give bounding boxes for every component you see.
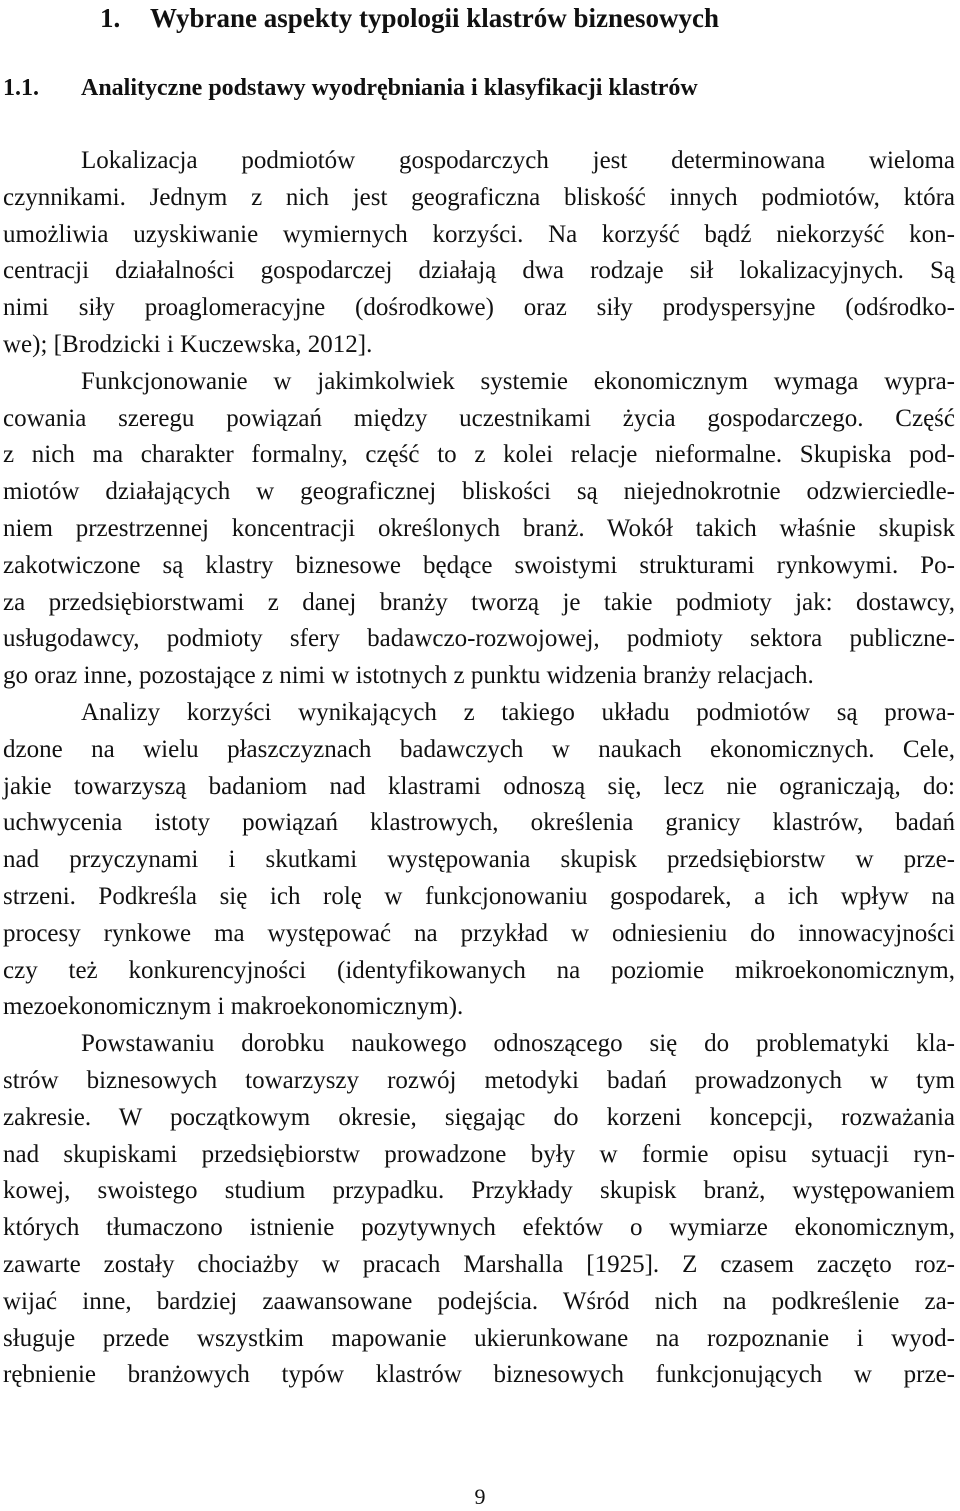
text-line: Funkcjonowanie w jakimkolwiek systemie ekonomicznym wymaga wypra-	[81, 367, 955, 395]
section-number: 1.1.	[3, 75, 39, 101]
chapter-number: 1.	[100, 3, 121, 33]
text-line: nad skupiskami przedsiębiorstw prowadzone były w formie opisu sytuacji ryn-	[3, 1140, 955, 1168]
text-line: kowej, swoistego studium przypadku. Przykłady skupisk branż, występowaniem	[3, 1177, 955, 1205]
section-heading	[3, 72, 698, 104]
text-line: zakresie. W początkowym okresie, sięgając do korzeni koncepcji, rozważania	[3, 1103, 955, 1131]
text-line: Powstawaniu dorobku naukowego odnoszącego się do problematyki kla-	[81, 1030, 955, 1058]
text-line: umożliwia uzyskiwanie wymiernych korzyści. Na korzyść bądź niekorzyść kon-	[3, 220, 955, 248]
text-line: zawarte zostały chociażby w pracach Marshalla [1925]. Z czasem zaczęto roz-	[3, 1250, 955, 1278]
text-line: Lokalizacja podmiotów gospodarczych jest determinowana wieloma	[81, 147, 955, 174]
text-line: z nich ma charakter formalny, część to z kolei relacje nieformalne. Skupiska pod-	[3, 441, 955, 469]
chapter-heading	[100, 2, 719, 34]
text-line: zakotwiczone są klastry biznesowe będące swoistymi strukturami rynkowymi. Po-	[3, 551, 955, 579]
text-line: uchwycenia istoty powiązań klastrowych, określenia granicy klastrów, badań	[3, 809, 955, 837]
text-line: strzeni. Podkreśla się ich rolę w funkcjonowaniu gospodarek, a ich wpływ na	[3, 882, 955, 910]
body-text	[3, 143, 955, 1394]
chapter-title: Wybrane aspekty typologii klastrów biznesowych	[150, 3, 720, 33]
text-line: rębnienie branżowych typów klastrów biznesowych funkcjonujących w prze-	[3, 1361, 955, 1389]
text-line: sługuje przede wszystkim mapowanie ukierunkowane na rozpoznanie i wyod-	[3, 1324, 955, 1352]
page-number: 9	[474, 1484, 486, 1509]
section-title: Analityczne podstawy wyodrębniania i klasyfikacji klastrów	[81, 75, 698, 101]
text-line: nad przyczynami i skutkami występowania skupisk przedsiębiorstw w prze-	[3, 846, 955, 874]
text-line: centracji działalności gospodarczej działają dwa rodzaje sił lokalizacyjnych. Są	[3, 257, 955, 285]
text-line: cowania szeregu powiązań między uczestnikami życia gospodarczego. Część	[3, 404, 955, 432]
text-line: strów biznesowych towarzyszy rozwój metodyki badań prowadzonych w tym	[3, 1066, 955, 1094]
text-line: miotów działających w geograficznej bliskości są niejednokrotnie odzwierciedle-	[3, 478, 955, 506]
text-line: czynnikami. Jednym z nich jest geograficzna bliskość innych podmiotów, która	[3, 183, 955, 211]
text-line: wijać inne, bardziej zaawansowane podejścia. Wśród nich na podkreślenie za-	[3, 1287, 955, 1315]
text-line: usługodawcy, podmioty sfery badawczo-rozwojowej, podmioty sektora publiczne-	[3, 625, 955, 653]
text-line: niem przestrzennej koncentracji określonych branż. Wokół takich właśnie skupisk	[3, 514, 955, 542]
text-line: procesy rynkowe ma występować na przykład w odniesieniu do innowacyjności	[3, 919, 955, 947]
text-line: nimi siły proaglomeracyjne (dośrodkowe) oraz siły prodyspersyjne (odśrodko-	[3, 294, 955, 322]
text-line: czy też konkurencyjności (identyfikowanych na poziomie mikroekonomicznym,	[3, 956, 955, 984]
text-line: mezoekonomicznym i makroekonomicznym).	[3, 993, 464, 1021]
text-line: za przedsiębiorstwami z danej branży tworzą je takie podmioty jak: dostawcy,	[3, 588, 955, 616]
text-line: we); [Brodzicki i Kuczewska, 2012].	[3, 330, 373, 358]
text-line: Analizy korzyści wynikających z takiego układu podmiotów są prowa-	[81, 698, 955, 726]
text-line: jakie towarzyszą badaniom nad klastrami odnoszą się, lecz nie ograniczają, do:	[3, 772, 955, 800]
text-line: dzone na wielu płaszczyznach badawczych w naukach ekonomicznych. Cele,	[3, 735, 955, 763]
text-line: go oraz inne, pozostające z nimi w istotnych z punktu widzenia branży relacjach.	[3, 662, 814, 690]
text-line: których tłumaczono istnienie pozytywnych efektów o wymiarze ekonomicznym,	[3, 1214, 955, 1242]
